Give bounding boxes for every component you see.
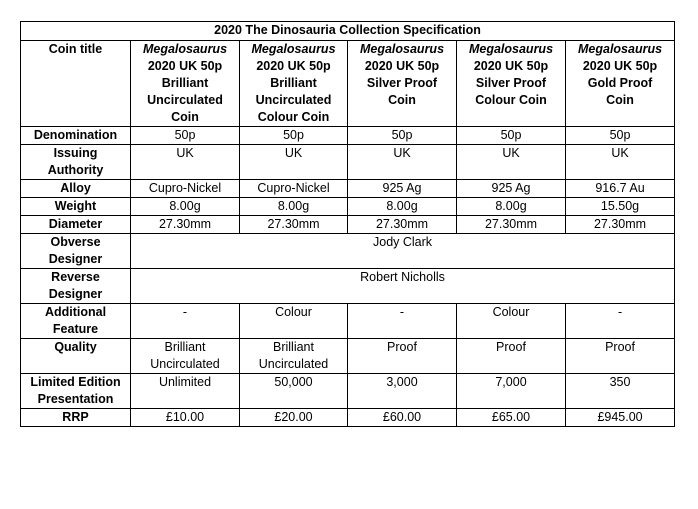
row-label-limited-edition-presentation <box>21 374 131 409</box>
row-label-additional-feature <box>21 304 131 339</box>
limited-edition-presentation-cell <box>131 374 240 409</box>
alloy-cell <box>566 180 675 198</box>
cell-line: £65.00 <box>491 410 531 424</box>
cell-line: Designer <box>48 287 103 301</box>
cell-line: Uncirculated <box>150 357 220 371</box>
cell-line: Cupro-Nickel <box>148 181 222 195</box>
cell-line: Diameter <box>48 217 103 231</box>
row-label-weight <box>21 198 131 216</box>
cell-line: Designer <box>48 252 103 266</box>
denomination-cell <box>131 127 240 145</box>
cell-line: £945.00 <box>597 410 643 424</box>
cell-line: Uncirculated <box>258 357 329 371</box>
rrp-cell <box>348 409 457 427</box>
weight-cell <box>131 198 240 216</box>
cell-line: 50p <box>391 128 413 142</box>
alloy-cell <box>240 180 348 198</box>
coin-title-line: Uncirculated <box>255 93 332 107</box>
cell-line: - <box>617 305 623 319</box>
weight-cell <box>566 198 675 216</box>
obverse-designer-value: Jody Clark <box>131 234 675 269</box>
cell-line: Proof <box>387 340 417 354</box>
cell-line: Cupro-Nickel <box>257 181 330 195</box>
table-title-row <box>21 22 675 41</box>
diameter-cell <box>240 216 348 234</box>
coin-title-line: Coin <box>171 110 199 124</box>
row-label-reverse-designer <box>21 269 131 304</box>
cell-line: Colour <box>275 305 312 319</box>
table-title: 2020 The Dinosauria Collection Specification <box>21 22 675 41</box>
cell-line: Unlimited <box>158 375 212 389</box>
issuing-authority-cell <box>457 145 566 180</box>
cell-line: Reverse <box>51 270 100 284</box>
coin-title-line: 2020 UK 50p <box>364 59 440 73</box>
issuing-authority-cell <box>566 145 675 180</box>
additional-feature-cell <box>566 304 675 339</box>
coin-title-cell <box>131 41 240 127</box>
additional-feature-cell <box>240 304 348 339</box>
row-label-rrp <box>21 409 131 427</box>
coin-name: Megalosaurus <box>142 42 228 56</box>
denomination-cell <box>566 127 675 145</box>
cell-line: 27.30mm <box>158 217 212 231</box>
coin-title-line: Coin <box>606 93 634 107</box>
row-weight <box>21 198 675 216</box>
weight-cell <box>348 198 457 216</box>
additional-feature-cell <box>457 304 566 339</box>
coin-title-line: 2020 UK 50p <box>582 59 658 73</box>
cell-line: Denomination <box>33 128 118 142</box>
row-label-issuing-authority <box>21 145 131 180</box>
cell-line: Brilliant <box>273 340 314 354</box>
row-label-alloy <box>21 180 131 198</box>
alloy-cell <box>348 180 457 198</box>
quality-cell <box>131 339 240 374</box>
coin-name: Megalosaurus <box>251 42 336 56</box>
coin-title-line: Silver Proof <box>475 76 547 90</box>
limited-edition-presentation-cell <box>566 374 675 409</box>
cell-line: 50p <box>174 128 196 142</box>
diameter-cell <box>348 216 457 234</box>
cell-line: Brilliant <box>164 340 206 354</box>
cell-line: UK <box>502 146 520 160</box>
row-additional-feature <box>21 304 675 339</box>
cell-line: Quality <box>54 340 97 354</box>
cell-line: 8.00g <box>277 199 310 213</box>
row-label-diameter <box>21 216 131 234</box>
diameter-cell <box>131 216 240 234</box>
rrp-cell <box>240 409 348 427</box>
coin-title-cell <box>457 41 566 127</box>
coin-name: Megalosaurus <box>359 42 445 56</box>
cell-line: £10.00 <box>165 410 205 424</box>
cell-line: 27.30mm <box>484 217 538 231</box>
cell-line: 925 Ag <box>382 181 422 195</box>
coin-title-line: 2020 UK 50p <box>473 59 549 73</box>
rrp-cell <box>566 409 675 427</box>
row-label-denomination <box>21 127 131 145</box>
cell-line: Obverse <box>50 235 101 249</box>
coin-title-cell <box>348 41 457 127</box>
cell-line: £60.00 <box>382 410 422 424</box>
limited-edition-presentation-cell <box>457 374 566 409</box>
cell-line: 350 <box>609 375 631 389</box>
cell-line: 7,000 <box>495 375 527 389</box>
issuing-authority-cell <box>240 145 348 180</box>
cell-line: Feature <box>52 322 99 336</box>
quality-cell <box>240 339 348 374</box>
coin-title-line: Colour Coin <box>475 93 547 107</box>
cell-line: 8.00g <box>386 199 418 213</box>
limited-edition-presentation-cell <box>348 374 457 409</box>
coin-title-line: Brilliant <box>270 76 317 90</box>
cell-line: 8.00g <box>169 199 201 213</box>
cell-line: 50p <box>283 128 304 142</box>
coin-name: Megalosaurus <box>468 42 554 56</box>
issuing-authority-cell <box>131 145 240 180</box>
cell-line: RRP <box>62 410 89 424</box>
cell-line: UK <box>393 146 411 160</box>
quality-cell <box>348 339 457 374</box>
coin-title-line: Gold Proof <box>587 76 653 90</box>
denomination-cell <box>457 127 566 145</box>
coin-title-line: Coin <box>388 93 416 107</box>
cell-line: - <box>182 305 188 319</box>
additional-feature-cell <box>131 304 240 339</box>
alloy-cell <box>457 180 566 198</box>
denomination-cell <box>348 127 457 145</box>
cell-line: Additional <box>44 305 107 319</box>
cell-line: 3,000 <box>386 375 418 389</box>
additional-feature-cell <box>348 304 457 339</box>
quality-cell <box>566 339 675 374</box>
coin-title-line: 2020 UK 50p <box>256 59 331 73</box>
row-label-obverse-designer <box>21 234 131 269</box>
weight-cell <box>457 198 566 216</box>
diameter-cell <box>457 216 566 234</box>
row-label-coin-title: Coin title <box>21 41 131 127</box>
denomination-cell <box>240 127 348 145</box>
cell-line: Issuing <box>53 146 98 160</box>
row-alloy <box>21 180 675 198</box>
row-issuing-authority <box>21 145 675 180</box>
cell-line: £20.00 <box>274 410 313 424</box>
coin-title-cell <box>566 41 675 127</box>
cell-line: 50,000 <box>274 375 313 389</box>
issuing-authority-cell <box>348 145 457 180</box>
alloy-cell <box>131 180 240 198</box>
cell-line: Alloy <box>60 181 91 195</box>
cell-line: 27.30mm <box>375 217 429 231</box>
limited-edition-presentation-cell <box>240 374 348 409</box>
cell-line: Limited Edition <box>30 375 121 389</box>
cell-line: 8.00g <box>495 199 527 213</box>
row-label-quality <box>21 339 131 374</box>
cell-line: Colour <box>492 305 530 319</box>
cell-line: 27.30mm <box>593 217 647 231</box>
cell-line: 916.7 Au <box>595 181 645 195</box>
table-body <box>21 41 675 427</box>
weight-cell <box>240 198 348 216</box>
cell-line: 15.50g <box>600 199 640 213</box>
coin-title-line: Uncirculated <box>147 93 223 107</box>
cell-line: Weight <box>54 199 97 213</box>
cell-line: Proof <box>605 340 635 354</box>
coin-title-cell <box>240 41 348 127</box>
row-obverse-designer <box>21 234 675 269</box>
quality-cell <box>457 339 566 374</box>
row-reverse-designer <box>21 269 675 304</box>
rrp-cell <box>457 409 566 427</box>
cell-line: - <box>399 305 405 319</box>
row-limited-edition-presentation <box>21 374 675 409</box>
cell-line: Authority <box>47 163 104 177</box>
coin-title-line: Silver Proof <box>366 76 438 90</box>
cell-line: Presentation <box>37 392 114 406</box>
coin-title-line: Brilliant <box>161 76 209 90</box>
row-quality <box>21 339 675 374</box>
cell-line: 50p <box>609 128 631 142</box>
row-denomination <box>21 127 675 145</box>
cell-line: 27.30mm <box>267 217 320 231</box>
specification-table <box>20 21 675 427</box>
cell-line: 50p <box>500 128 522 142</box>
reverse-designer-value: Robert Nicholls <box>131 269 675 304</box>
coin-name: Megalosaurus <box>578 42 663 56</box>
cell-line: UK <box>284 146 303 160</box>
cell-line: 925 Ag <box>491 181 531 195</box>
cell-line: UK <box>611 146 629 160</box>
row-rrp <box>21 409 675 427</box>
row-diameter <box>21 216 675 234</box>
rrp-cell <box>131 409 240 427</box>
cell-line: UK <box>176 146 194 160</box>
coin-title-line: 2020 UK 50p <box>147 59 223 73</box>
coin-title-line: Colour Coin <box>257 110 330 124</box>
cell-line: Proof <box>496 340 526 354</box>
coin-title-row <box>21 41 675 127</box>
diameter-cell <box>566 216 675 234</box>
